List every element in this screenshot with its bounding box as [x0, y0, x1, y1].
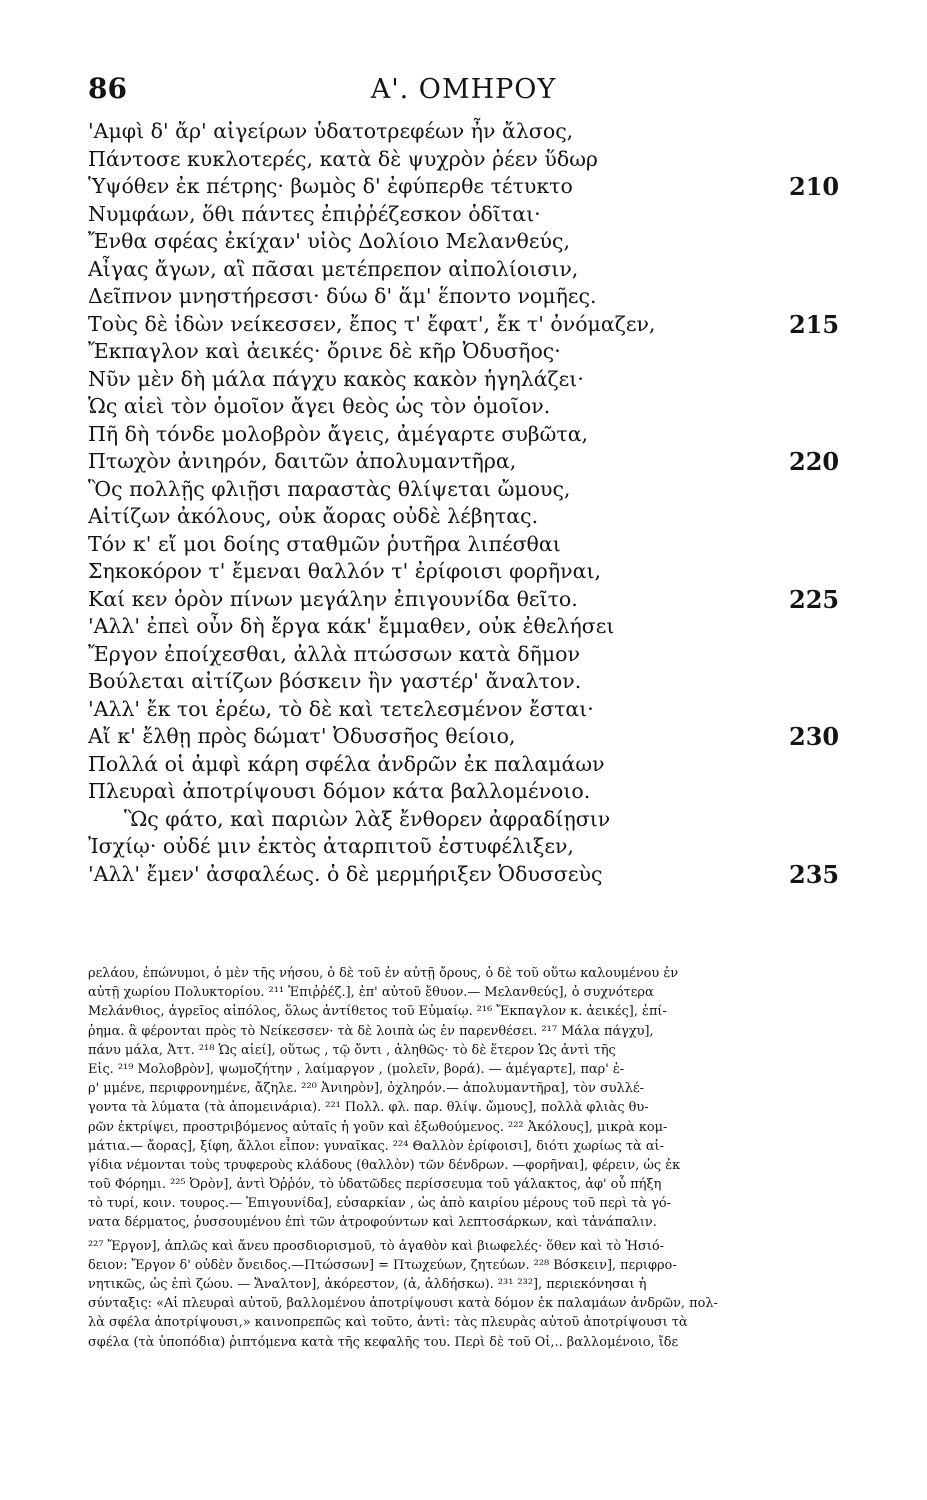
- footnote-line: δειον: Ἔργον δ' οὐδὲν ὄνειδος.—Πτώσσων] = Πτωχεύων, ζητεύων. ²²⁸ Βόσκειν], περιφρο-: [88, 1257, 677, 1273]
- verse-text: 'Αμφὶ δ' ἄρ' αἰγείρων ὑδατοτρεφέων ἦν ἄλσος,: [88, 119, 574, 143]
- verse-line: [88, 861, 848, 889]
- verse-text: Ἔνθα σφέας ἐκίχαν' υἱὸς Δολίοιο Μελανθεύς,: [88, 229, 570, 253]
- line-number: 230: [789, 722, 840, 751]
- verse-line: [88, 586, 848, 614]
- verse-line: [88, 311, 848, 339]
- verse-line: [88, 393, 848, 421]
- footnote-line: ρ' μμένε, περιφρονημένε, ἄζηλε. ²²⁰ Ἀνιηρὸν], ὀχληρόν.— ἀπολυμαντῆρα], τὸν συλλέ-: [88, 1081, 645, 1097]
- verse-text: Ἰσχίῳ· οὐδέ μιν ἐκτὸς ἀταρπιτοῦ ἐστυφέλιξεν,: [88, 834, 574, 858]
- verse-text: Ἔργον ἐποίχεσθαι, ἀλλὰ πτώσσων κατὰ δῆμον: [88, 641, 580, 666]
- running-title: Α'. ΟΜΗΡΟΥ: [370, 74, 557, 105]
- verse-text: Νῦν μὲν δὴ μάλα πάγχυ κακὸς κακὸν ἡγηλάζει·: [88, 366, 584, 391]
- verse-text: Πολλά οἱ ἀμφὶ κάρη σφέλα ἀνδρῶν ἐκ παλαμάων: [88, 751, 605, 776]
- footnote-line: πάνυ μάλα, Ἀττ. ²¹⁸ Ὡς αἰεί], οὕτως , τῷ ὄντι , ἀληθῶς· τὸ δὲ ἕτερον Ὡς ἀντὶ τῆς: [88, 1042, 616, 1058]
- line-number: 235: [789, 859, 840, 889]
- line-number: 220: [789, 447, 840, 476]
- line-number: 215: [789, 309, 840, 339]
- verse-text: Ὑψόθεν ἐκ πέτρης· βωμὸς δ' ἐφύπερθε τέτυκτο: [88, 174, 573, 198]
- footnote-line: λὰ σφέλα ἀποτρίψουσι,» καινοπρεπῶς καὶ τοῦτο, ἀντὶ: τὰς πλευρὰς αὐτοῦ ἀποτρίψουσι τὰ: [88, 1315, 688, 1331]
- verse-line: [88, 228, 848, 256]
- verse-line: [88, 366, 848, 394]
- verse-text: 'Αλλ' ἔμεν' ἀσφαλέως. ὁ δὲ μερμήριξεν Ὀδυσσεὺς: [88, 861, 603, 886]
- footnote-block: [88, 964, 840, 1352]
- verse-text: Βούλεται αἰτίζων βόσκειν ἣν γαστέρ' ἄναλτον.: [88, 669, 582, 693]
- footnote-line: σφέλα (τὰ ὑποπόδια) ῥιπτόμενα κατὰ τῆς κεφαλῆς του. Περὶ δὲ τοῦ Οἱ,.. βαλλομένοιο, ἴδε: [88, 1334, 679, 1350]
- verse-line: [88, 778, 848, 806]
- footnote-line: γίδια νέμονται τοὺς τρυφεροὺς κλάδους (θαλλὸν) τῶν δένδρων. —φορῆναι], φέρειν, ὡς ἐκ: [88, 1157, 681, 1173]
- verse-text: Πῆ δὴ τόνδε μολοβρὸν ἄγεις, ἀμέγαρτε συβῶτα,: [88, 421, 589, 446]
- footnote-line: νητικῶς, ὡς ἐπὶ ζώου. — Ἄναλτον], ἀκόρεστον, (ἀ, ἀλδήσκω). ²³¹ ²³²], περιεκόνησαι ἡ: [88, 1277, 647, 1292]
- footnote-line: νατα δέρματος, ῥυσσουμένου ἐπὶ τῶν ἀτροφούντων καὶ λεπτοσάρκων, καὶ τἀνάπαλιν.: [88, 1215, 657, 1231]
- footnote-line: τὸ τυρί, κοιν. τουρος.— Ἐπιγουνίδα], εὐσαρκίαν , ὡς ἀπὸ καιρίου μέρους τοῦ περὶ τὰ γό-: [88, 1196, 672, 1212]
- verse-text: Δεῖπνον μνηστήρεσσι· δύω δ' ἅμ' ἕποντο νομῆες.: [88, 284, 597, 308]
- verse-line: [88, 613, 848, 641]
- verse-line: [88, 806, 848, 834]
- verse-line: [88, 283, 848, 311]
- verse-line: [88, 503, 848, 531]
- verse-line: [88, 201, 848, 229]
- verse-line: [88, 531, 848, 559]
- verse-text: Πτωχὸν ἀνιηρόν, δαιτῶν ἀπολυμαντῆρα,: [88, 449, 517, 473]
- verse-line: [88, 558, 848, 586]
- verse-line: [88, 173, 848, 201]
- verse-text: Τοὺς δὲ ἰδὼν νείκεσσεν, ἔπος τ' ἔφατ', ἔκ τ' ὀνόμαζεν,: [88, 311, 656, 336]
- verse-text: Αἰτίζων ἀκόλους, οὐκ ἄορας οὐδὲ λέβητας.: [88, 504, 539, 528]
- verse-block: [88, 118, 848, 888]
- verse-line: [88, 751, 848, 779]
- verse-text: 'Αλλ' ἔκ τοι ἐρέω, τὸ δὲ καὶ τετελεσμένον ἔσται·: [88, 696, 594, 721]
- verse-text: Πάντοσε κυκλοτερές, κατὰ δὲ ψυχρὸν ῥέεν ὕδωρ: [88, 146, 598, 171]
- verse-text: Καί κεν ὀρὸν πίνων μεγάλην ἐπιγουνίδα θεῖτο.: [88, 586, 578, 611]
- verse-text: 'Αλλ' ἐπεὶ οὖν δὴ ἔργα κάκ' ἔμμαθεν, οὐκ ἐθελήσει: [88, 614, 615, 638]
- footnote-line: τοῦ Φόρημι. ²²⁵ Ὀρὸν], ἀντὶ Ὀῤῥόν, τὸ ὑδατῶδες περίσσευμα τοῦ γάλακτος, ἀφ' οὗ πήξη: [88, 1177, 662, 1193]
- footnote-line: Εἰς. ²¹⁹ Μολοβρὸν], ψωμοζήτην , λαίμαργον , (μολεῖν, βορά). — ἀμέγαρτε], παρ' ἐ-: [88, 1061, 625, 1077]
- verse-text: Αἴ κ' ἔλθῃ πρὸς δώματ' Ὀδυσσῆος θείοιο,: [88, 724, 516, 748]
- verse-line: [88, 696, 848, 724]
- verse-line: [88, 641, 848, 669]
- verse-line: [88, 118, 848, 146]
- verse-line: [88, 256, 848, 284]
- page-number: 86: [88, 72, 127, 105]
- verse-line: [88, 338, 848, 366]
- verse-line: [88, 723, 848, 751]
- footnote-line: αὐτῇ χωρίου Πολυκτορίου. ²¹¹ Ἐπιῤῥέζ.], ἐπ' αὐτοῦ ἔθυον.— Μελανθεύς], ὁ συχνότερα: [88, 985, 654, 1001]
- footnote-line: ρελάου, ἐπώνυμοι, ὁ μὲν τῆς νήσου, ὁ δὲ τοῦ ἐν αὐτῇ ὄρους, ὁ δὲ τοῦ οὕτω καλουμένου ἐν: [88, 966, 679, 981]
- verse-text: Ὣς φάτο, καὶ παριὼν λὰξ ἔνθορεν ἀφραδίῃσιν: [124, 806, 611, 831]
- line-number: 210: [789, 172, 840, 201]
- footnote-line: γοντα τὰ λύματα (τὰ ἀπομεινάρια). ²²¹ Πολλ. φλ. παρ. θλίψ. ὤμους], πολλὰ φλιὰς θυ-: [88, 1100, 649, 1116]
- footnote-line: σύνταξις: «Αἱ πλευραὶ αὐτοῦ, βαλλομένου ἀποτρίψουσι κατὰ δόμον ἐκ παλαμάων ἀνδρῶν, πολ-: [88, 1296, 718, 1312]
- verse-line: [88, 421, 848, 449]
- footnote-line: ²²⁷ Ἔργον], ἁπλῶς καὶ ἄνευ προσδιορισμοῦ, τὸ ἀγαθὸν καὶ βιωφελές· ὅθεν καὶ τὸ Ἡσιό-: [88, 1238, 664, 1254]
- verse-text: Αἶγας ἄγων, αἳ πᾶσαι μετέπρεπον αἰπολίοισιν,: [88, 256, 579, 281]
- verse-text: Πλευραὶ ἀποτρίψουσι δόμον κάτα βαλλομένοιο.: [88, 779, 591, 803]
- footnote-line: Μελάνθιος, ἀγρεῖος αἰπόλος, ὅλως ἀντίθετος τοῦ Εὐμαίῳ. ²¹⁶ Ἔκπαγλον κ. ἀεικές], ἐπί-: [88, 1004, 667, 1020]
- verse-line: [88, 448, 848, 476]
- footnote-line: ρῶν ἐκτρίψει, προστριβόμενος αὐταῖς ἡ γοῦν καὶ ἐξωθούμενος. ²²² Ἀκόλους], μικρὰ κομ-: [88, 1119, 668, 1135]
- verse-text: Νυμφάων, ὅθι πάντες ἐπιῤῥέζεσκον ὁδῖται·: [88, 201, 541, 226]
- line-number: 225: [789, 584, 840, 614]
- footnote-line: μάτια.— ἄορας], ξίφη, ἄλλοι εἶπον: γυναῖκας. ²²⁴ Θαλλὸν ἐρίφοισι], διότι χωρίως τὰ αἰ-: [88, 1138, 664, 1154]
- footnote-line: ῥημα. ἃ φέρονται πρὸς τὸ Νείκεσσεν· τὰ δὲ λοιπὰ ὡς ἐν παρενθέσει. ²¹⁷ Μάλα πάγχυ],: [88, 1023, 654, 1039]
- verse-line: [88, 833, 848, 861]
- verse-text: Ἔκπαγλον καὶ ἀεικές· ὄρινε δὲ κῆρ Ὀδυσῆος·: [88, 339, 561, 363]
- verse-line: [88, 668, 848, 696]
- verse-text: Σηκοκόρον τ' ἔμεναι θαλλόν τ' ἐρίφοισι φορῆναι,: [88, 559, 602, 583]
- verse-text: Ὡς αἰεὶ τὸν ὁμοῖον ἄγει θεὸς ὡς τὸν ὁμοῖον.: [88, 394, 551, 418]
- verse-line: [88, 476, 848, 504]
- verse-line: [88, 146, 848, 174]
- verse-text: Τόν κ' εἴ μοι δοίης σταθμῶν ῥυτῆρα λιπέσθαι: [88, 531, 561, 556]
- verse-text: Ὃς πολλῇς φλιῇσι παραστὰς θλίψεται ὤμους,: [88, 476, 571, 501]
